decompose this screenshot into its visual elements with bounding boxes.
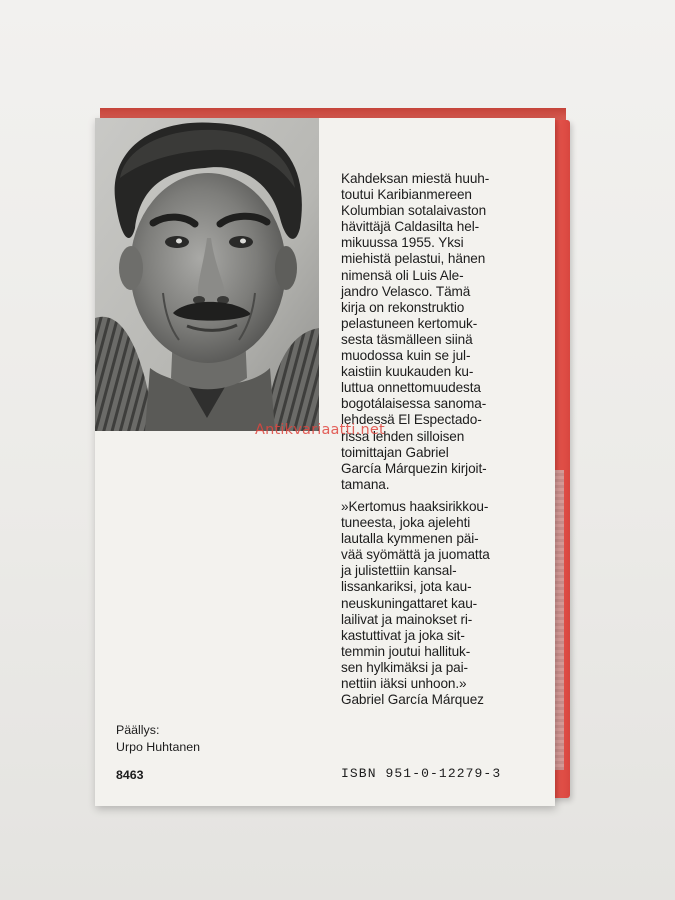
author-photo xyxy=(95,118,319,431)
product-code: 8463 xyxy=(116,768,144,782)
description-paragraph: Kahdeksan miestä huuh- toutui Karibianmereen Kolumbian sotalaivaston hävittäjä Caldasilta hel- mikuussa 1955. Yksi miehistä pelastui, hänen nimensä oli Luis Ale- jandro Velasco. Tämä kirja on rekonstruktio pelastuneen kertomuk- sesta täsmälleen siinä muodossa kuin se jul- kaistiin kuukauden ku- luttua onnettomuudesta bogotálaisessa sanoma- lehdessä El Espectado- rissa lehden silloisen toimittajan Gabriel García Márquezin kirjoit- tamana. xyxy=(341,171,490,492)
author-quote-paragraph: »Kertomus haaksirikkou- tuneesta, joka ajelehti lautalla kymmenen päi- vää syömättä ja juomatta ja julistettiin kansal- lissankariksi, jota kau- neuskuningattaret kau- lailivat ja mainokset ri- kastuttivat ja joka sit- temmin joutui hallituk- sen hylkimäksi ja pai- nettiin iäksi unhoon.» Gabriel García Márquez xyxy=(341,499,490,708)
watermark-text: Antikvariaatti.net xyxy=(255,422,385,438)
isbn-number: ISBN 951-0-12279-3 xyxy=(341,766,502,781)
book-back-cover xyxy=(95,118,555,806)
cover-credit-name: Urpo Huhtanen xyxy=(116,739,201,754)
cover-credit xyxy=(116,722,200,755)
cover-credit-label: Päällys: xyxy=(116,723,160,737)
